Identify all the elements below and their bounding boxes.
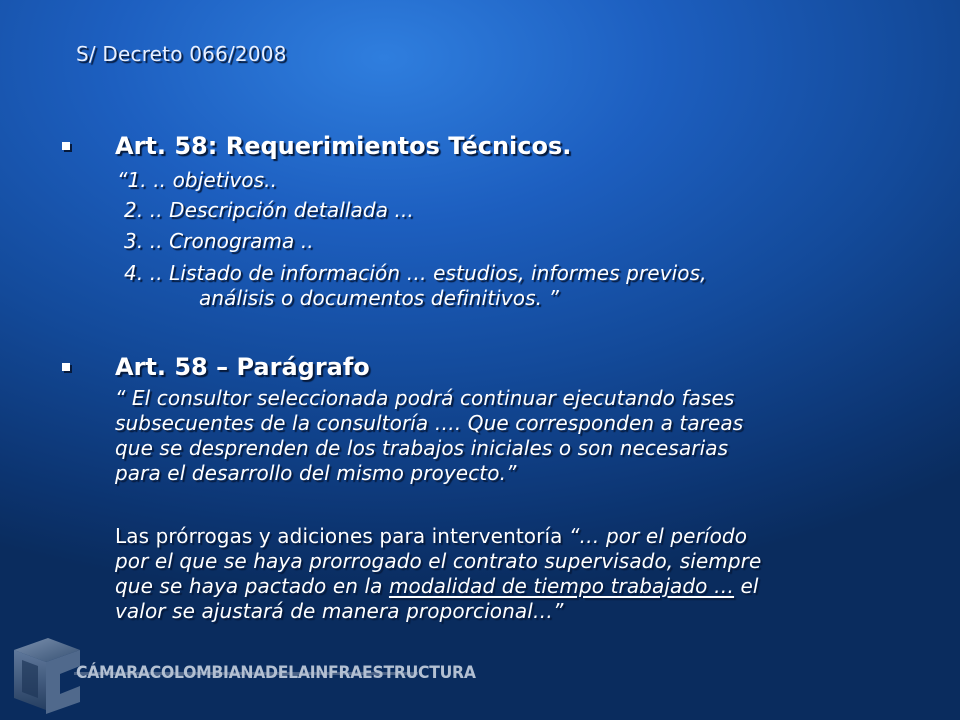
logo-text-part: CÁMARACOLOMBIANADELA [76, 663, 310, 683]
paragraph-line [115, 524, 747, 548]
paragraph-text: que se haya pactado en la [115, 574, 389, 598]
quote-line: para el desarrollo del mismo proyecto.” [115, 461, 517, 485]
list-item-listado-continued: análisis o documentos definitivos. ” [199, 286, 559, 310]
paragraph-text: el [734, 574, 759, 598]
list-item-objetivos: “1. .. objetivos.. [117, 168, 278, 192]
paragraph-line: valor se ajustará de manera proporcional…” [115, 599, 564, 623]
list-item-listado: 4. .. Listado de información … estudios, informes previos, [124, 261, 707, 285]
section-heading-paragrafo: Art. 58 – Parágrafo [115, 353, 370, 381]
paragraph-line: por el que se haya prorrogado el contrato supervisado, siempre [115, 549, 762, 573]
decree-reference: S/ Decreto 066/2008 [76, 42, 287, 66]
section-heading-requerimientos: Art. 58: Requerimientos Técnicos. [115, 132, 572, 160]
logo-text-part: INFRAESTRUCTURA [309, 663, 476, 683]
paragraph-text: Las prórrogas y adiciones para interventoría [115, 524, 569, 548]
quote-line: que se desprenden de los trabajos iniciales o son necesarias [115, 436, 729, 460]
list-item-descripcion: 2. .. Descripción detallada ... [124, 198, 414, 222]
underlined-text: modalidad de tiempo trabajado … [388, 574, 735, 598]
paragraph-quote-text: “… por el período [568, 524, 748, 548]
quote-line: subsecuentes de la consultoría …. Que corresponden a tareas [115, 411, 744, 435]
bullet-icon [62, 142, 70, 150]
camara-logo-text [76, 663, 476, 683]
bullet-icon [62, 363, 70, 371]
list-item-cronograma: 3. .. Cronograma .. [124, 229, 314, 253]
paragraph-line [115, 574, 759, 598]
quote-line: “ El consultor seleccionada podrá continuar ejecutando fases [115, 386, 735, 410]
